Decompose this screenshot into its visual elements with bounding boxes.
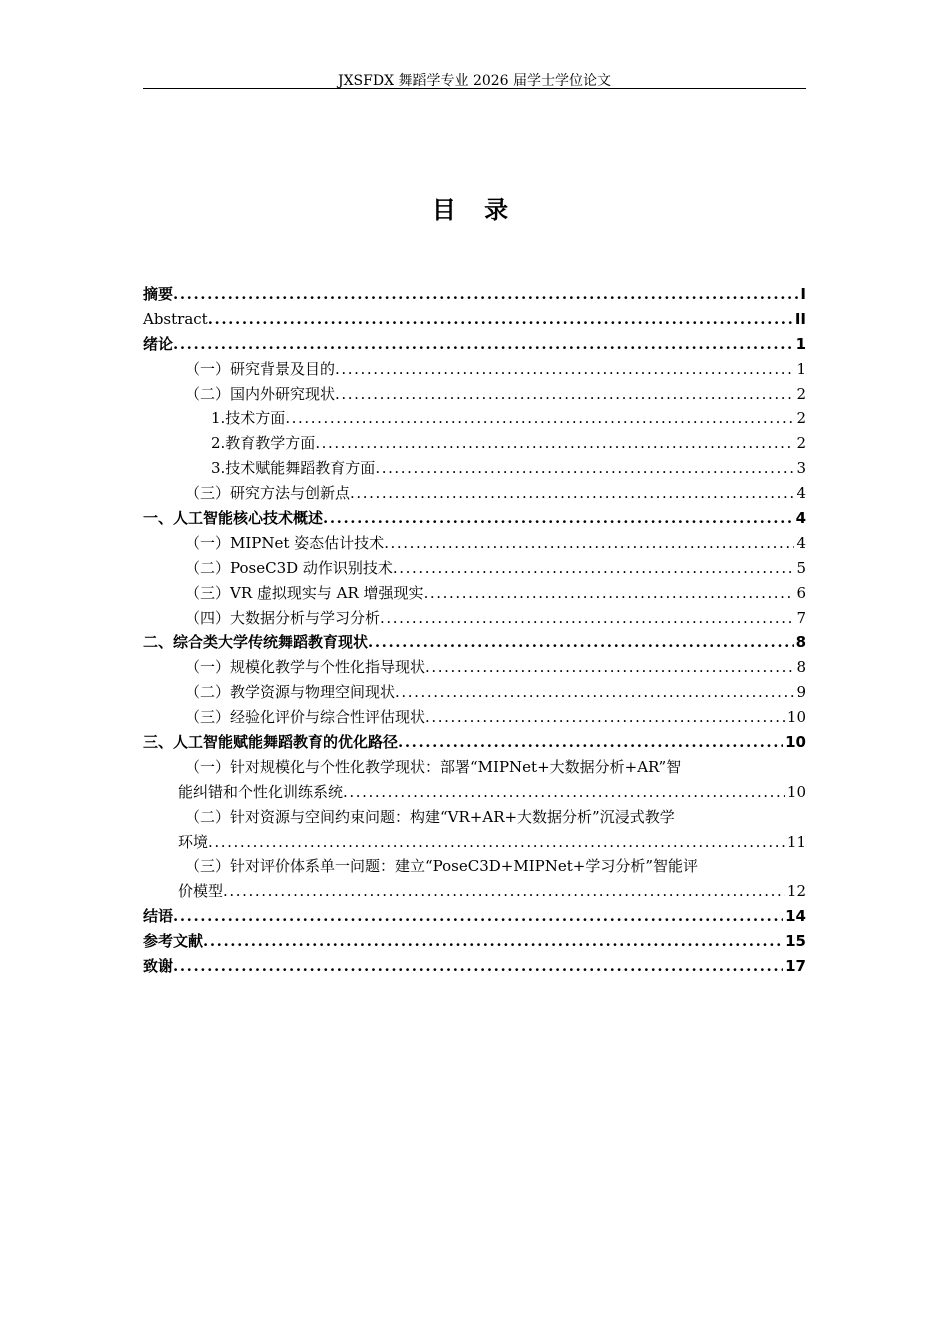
toc-entry-label-line1: （二）针对资源与空间约束问题：构建“VR+AR+大数据分析”沉浸式教学 xyxy=(185,807,675,826)
header-rule xyxy=(143,88,806,89)
toc-page-number: 12 xyxy=(786,882,806,901)
toc-entry-label: 一、人工智能核心技术概述 xyxy=(143,509,324,528)
toc-entry-label: （一）研究背景及目的 xyxy=(185,359,336,378)
toc-page-number: 1 xyxy=(795,334,806,353)
toc-page-number: 10 xyxy=(785,733,806,752)
toc-entry-label-line2: 环境 xyxy=(178,832,209,851)
toc-entry-label: （一）MIPNet 姿态估计技术 xyxy=(185,533,385,552)
toc-entry-label-line1: （一）针对规模化与个性化教学现状：部署“MIPNet+大数据分析+AR”智 xyxy=(185,757,682,776)
toc-entry[interactable] xyxy=(143,606,806,631)
dot-leader xyxy=(173,282,798,307)
toc-entry[interactable] xyxy=(143,581,806,606)
toc-entry-introduction[interactable] xyxy=(143,332,806,357)
toc-page-number: 2 xyxy=(796,409,806,428)
toc-entry-label: 1.技术方面 xyxy=(211,409,286,428)
dot-leader xyxy=(395,680,794,705)
dot-leader xyxy=(425,705,785,730)
toc-entry[interactable] xyxy=(143,556,806,581)
dot-leader xyxy=(398,730,783,755)
toc-entry-abstract-cn[interactable] xyxy=(143,282,806,307)
dot-leader xyxy=(384,531,794,556)
toc-page-number: 4 xyxy=(796,533,806,552)
toc-entry-label: 参考文献 xyxy=(143,932,204,951)
toc-page-number: 8 xyxy=(796,658,806,677)
dot-leader xyxy=(208,307,793,332)
toc-page-number: 9 xyxy=(796,683,806,702)
toc-entry[interactable] xyxy=(143,431,806,456)
toc-entry-label: （一）规模化教学与个性化指导现状 xyxy=(185,658,426,677)
dot-leader xyxy=(368,630,794,655)
toc-page-number: 4 xyxy=(796,484,806,503)
toc-page-number: 6 xyxy=(796,583,806,602)
toc-entry-label: （三）VR 虚拟现实与 AR 增强现实 xyxy=(185,583,424,602)
toc-entry-label: 三、人工智能赋能舞蹈教育的优化路径 xyxy=(143,733,399,752)
toc-title: 目 录 xyxy=(431,196,519,224)
toc-entry[interactable] xyxy=(143,406,806,431)
dot-leader xyxy=(350,481,794,506)
toc-entry-label: （三）研究方法与创新点 xyxy=(185,484,351,503)
table-of-contents xyxy=(143,282,806,979)
toc-entry-label: 2.教育教学方面 xyxy=(211,434,316,453)
toc-entry-chapter-1[interactable] xyxy=(143,506,806,531)
toc-page-number: 8 xyxy=(795,633,806,652)
toc-page-number: 17 xyxy=(785,957,806,976)
toc-entry-chapter-2[interactable] xyxy=(143,630,806,655)
dot-leader xyxy=(375,456,794,481)
dot-leader xyxy=(335,382,794,407)
toc-entry-multiline[interactable] xyxy=(143,854,806,904)
toc-entry-label: Abstract xyxy=(143,309,208,328)
dot-leader xyxy=(335,357,794,382)
toc-entry-label: （二）国内外研究现状 xyxy=(185,384,336,403)
toc-entry-label: （四）大数据分析与学习分析 xyxy=(185,608,381,627)
toc-entry-label-line1: （三）针对评价体系单一问题：建立“PoseC3D+MIPNet+学习分析”智能评 xyxy=(185,857,699,876)
toc-entry-label: 结语 xyxy=(143,907,174,926)
toc-page-number: I xyxy=(800,285,806,303)
toc-entry-conclusion[interactable] xyxy=(143,904,806,929)
toc-page-number: 11 xyxy=(786,832,806,851)
toc-page-number: 7 xyxy=(796,608,806,627)
dot-leader xyxy=(173,954,783,979)
toc-page-number: 14 xyxy=(785,907,806,926)
dot-leader xyxy=(223,879,785,904)
toc-entry-label: 3.技术赋能舞蹈教育方面 xyxy=(211,459,376,478)
toc-entry-label: （三）经验化评价与综合性评估现状 xyxy=(185,708,426,727)
toc-entry-acknowledgements[interactable] xyxy=(143,954,806,979)
toc-entry-abstract-en[interactable] xyxy=(143,307,806,332)
toc-entry-label: （二）PoseC3D 动作识别技术 xyxy=(185,558,393,577)
toc-page-number: 3 xyxy=(796,459,806,478)
toc-entry-references[interactable] xyxy=(143,929,806,954)
toc-entry[interactable] xyxy=(143,531,806,556)
dot-leader xyxy=(425,655,794,680)
toc-entry-label: 摘要 xyxy=(143,285,174,303)
dot-leader xyxy=(285,406,794,431)
toc-entry-label: 致谢 xyxy=(143,957,174,976)
dot-leader xyxy=(393,556,795,581)
dot-leader xyxy=(380,606,794,631)
toc-page-number: 10 xyxy=(786,708,806,727)
toc-page-number: 15 xyxy=(785,932,806,951)
toc-entry-label-line2: 价模型 xyxy=(178,882,224,901)
toc-entry-label: 二、综合类大学传统舞蹈教育现状 xyxy=(143,633,369,652)
toc-page-number: II xyxy=(794,309,806,328)
dot-leader xyxy=(424,581,795,606)
toc-page-number: 1 xyxy=(796,359,806,378)
toc-page-number: 2 xyxy=(796,384,806,403)
toc-page-number: 4 xyxy=(795,509,806,528)
dot-leader xyxy=(323,506,794,531)
toc-entry[interactable] xyxy=(143,357,806,382)
toc-entry[interactable] xyxy=(143,481,806,506)
toc-page-number: 10 xyxy=(786,782,806,801)
dot-leader xyxy=(173,332,794,357)
running-header: JXSFDX 舞蹈学专业 2026 届学士学位论文 xyxy=(337,73,612,89)
dot-leader xyxy=(203,929,783,954)
toc-entry[interactable] xyxy=(143,456,806,481)
toc-entry-label-line2: 能纠错和个性化训练系统 xyxy=(178,782,344,801)
toc-entry[interactable] xyxy=(143,382,806,407)
toc-entry-multiline[interactable] xyxy=(143,805,806,855)
toc-entry[interactable] xyxy=(143,655,806,680)
toc-page-number: 2 xyxy=(796,434,806,453)
dot-leader xyxy=(208,830,785,855)
toc-entry-multiline[interactable] xyxy=(143,755,806,805)
dot-leader xyxy=(315,431,794,456)
toc-entry-chapter-3[interactable] xyxy=(143,730,806,755)
dot-leader xyxy=(343,780,785,805)
toc-entry[interactable] xyxy=(143,705,806,730)
toc-entry-label: 绪论 xyxy=(143,334,174,353)
toc-entry[interactable] xyxy=(143,680,806,705)
toc-page-number: 5 xyxy=(796,558,806,577)
dot-leader xyxy=(173,904,783,929)
toc-entry-label: （二）教学资源与物理空间现状 xyxy=(185,683,396,702)
